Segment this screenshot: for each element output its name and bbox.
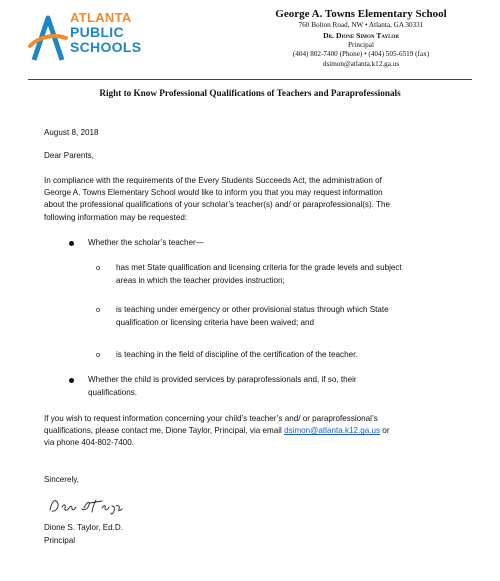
signer-name: Dione S. Taylor, Ed.D. — [44, 523, 124, 532]
circle-bullet-icon: o — [96, 263, 101, 272]
header-divider — [28, 79, 472, 80]
logo-a-mark-icon — [28, 12, 68, 64]
school-contact: (404) 802-7400 (Phone) • (404) 505-6519 (fax) — [292, 50, 430, 59]
bullet-dot — [69, 241, 74, 246]
intro-paragraph — [44, 175, 474, 224]
logo-wordmark — [70, 10, 141, 55]
bullet-dot — [69, 378, 74, 383]
closing-line: via phone 404-802-7400. — [44, 438, 135, 448]
closing-paragraph — [44, 413, 474, 450]
sub-item-licensing-line2: areas in which the teacher provides instruction; — [116, 276, 285, 285]
logo-word-schools: SCHOOLS — [70, 39, 142, 55]
closing-line2-tail: or — [380, 426, 390, 436]
bullet-teacher-heading: Whether the scholar’s teacher— — [88, 238, 204, 247]
closing-line — [44, 425, 474, 437]
intro-line: about the professional qualifications of your scholar’s teacher(s) and/ or paraprofessional(s). The — [44, 200, 390, 210]
sincerely: Sincerely, — [44, 475, 79, 484]
logo-word-atlanta: ATLANTA — [70, 10, 132, 25]
intro-line: George A. Towns Elementary School would like to inform you that you may request information — [44, 188, 383, 198]
bullet-paraprofessionals-line2: qualifications. — [88, 388, 138, 397]
school-email[interactable]: dsimon@atlanta.k12.ga.us — [322, 60, 400, 69]
sub-item-licensing-line1: has met State qualification and licensing criteria for the grade levels and subject — [116, 263, 402, 272]
letter-greeting: Dear Parents, — [44, 151, 94, 160]
circle-bullet-icon: o — [96, 350, 101, 359]
closing-line: If you wish to request information concerning your child’s teacher’s and/ or paraprofessional’s — [44, 414, 378, 423]
closing-line2-text: qualifications, please contact me, Dione Taylor, Principal, via email — [44, 426, 285, 436]
circle-bullet-icon: o — [96, 305, 101, 314]
school-address: 760 Bolton Road, NW • Atlanta, GA 30331 — [298, 21, 424, 29]
letter-date: August 8, 2018 — [44, 128, 99, 137]
principal-title: Principal — [348, 40, 374, 49]
principal-name: Dr. Dione Simon Taylor — [323, 30, 399, 40]
sub-item-provisional-line1: is teaching under emergency or other provisional status through which State — [116, 305, 389, 314]
bullet-paraprofessionals-line1: Whether the child is provided services by paraprofessionals and, if so, their — [88, 375, 357, 384]
intro-line: following information may be requested: — [44, 212, 188, 222]
document-title: Right to Know Professional Qualifications of Teachers and Paraprofessionals — [99, 88, 401, 98]
logo-word-public: PUBLIC — [70, 24, 124, 40]
atlanta-public-schools-logo — [28, 8, 178, 70]
school-name: George A. Towns Elementary School — [275, 8, 447, 20]
intro-line: In compliance with the requirements of the Every Students Succeeds Act, the administration of — [44, 176, 382, 185]
sub-item-field-of-discipline: is teaching in the field of discipline of the certification of the teacher. — [116, 350, 358, 359]
signer-title: Principal — [44, 536, 76, 545]
school-letterhead — [246, 8, 476, 70]
sub-item-provisional-line2: qualification or licensing criteria have been waived; and — [116, 318, 314, 327]
email-link[interactable]: dsimon@atlanta.k12.ga.us — [284, 426, 381, 436]
handwritten-signature — [44, 494, 154, 516]
